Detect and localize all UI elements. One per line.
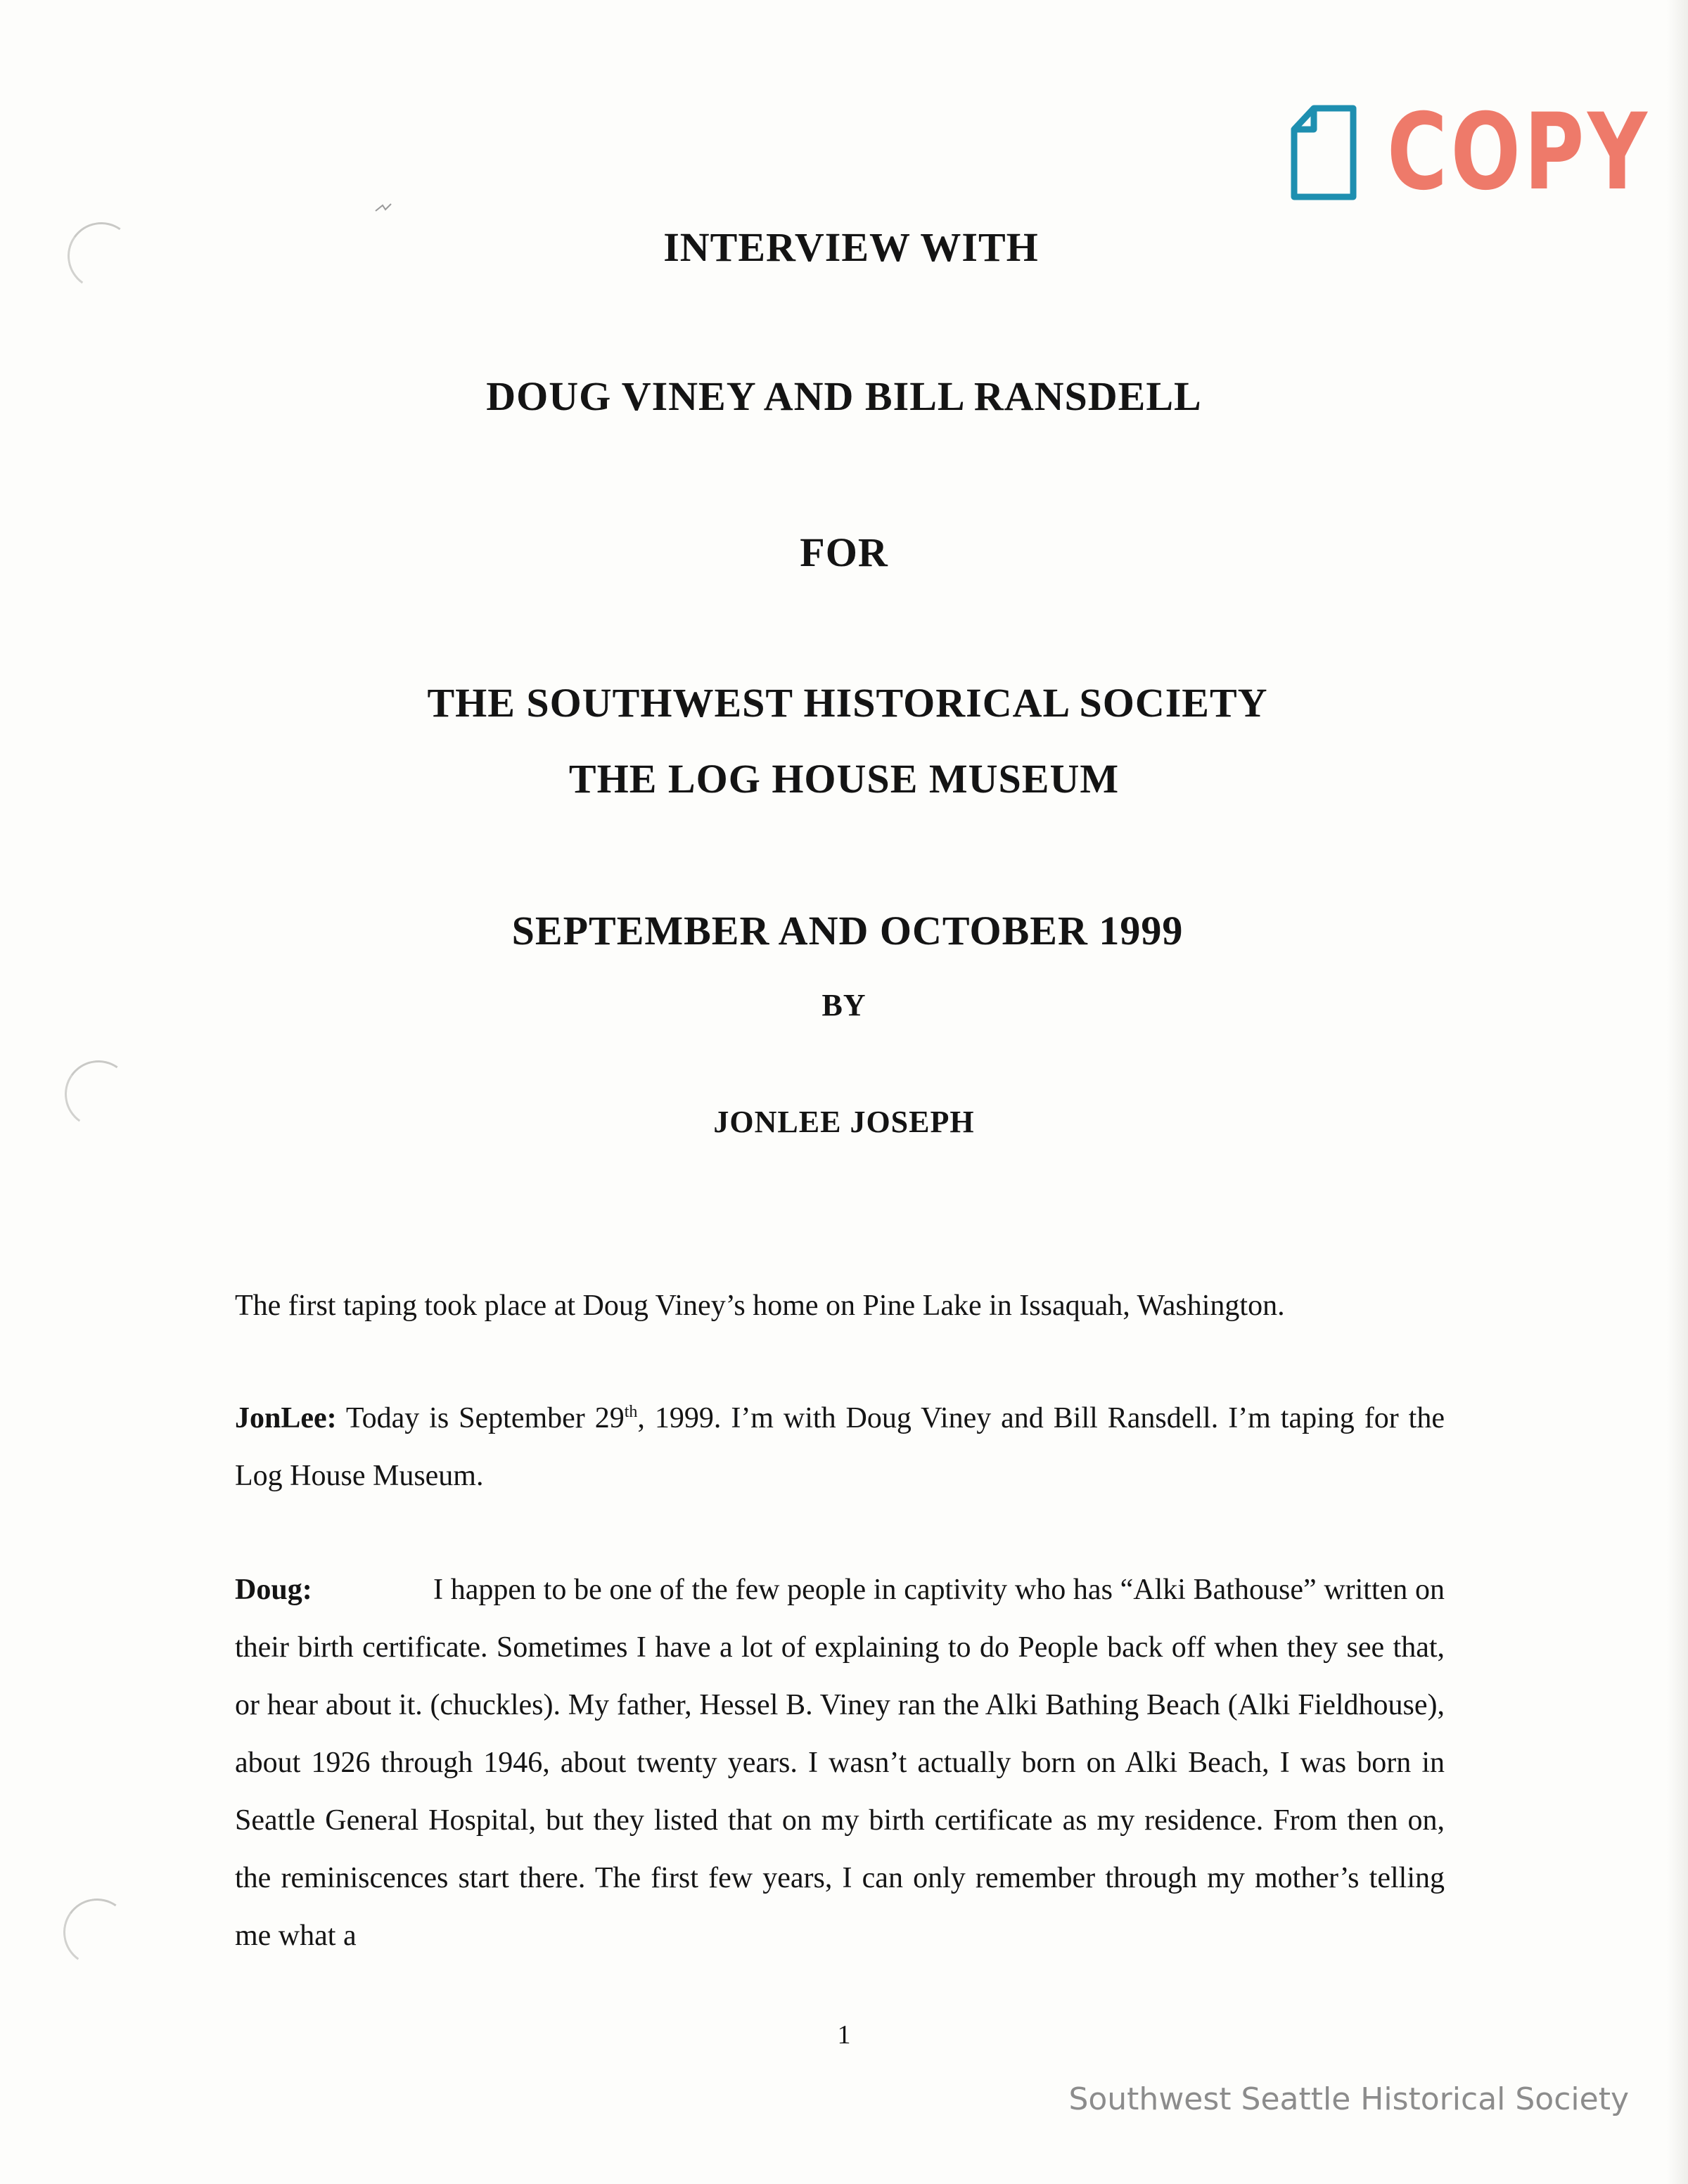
title-society: THE SOUTHWEST HISTORICAL SOCIETY [427, 680, 1268, 726]
doug-paragraph [235, 1561, 1445, 1965]
title-interviewees: DOUG VINEY AND BILL RANSDELL [486, 373, 1202, 419]
title-by: BY [821, 988, 867, 1022]
title-date: SEPTEMBER AND OCTOBER 1999 [511, 908, 1184, 953]
jonlee-text: Today is September 29 [345, 1402, 625, 1434]
ordinal-suffix: th [624, 1403, 638, 1421]
doug-text: I happen to be one of the few people in captivity who has “Alki Bathouse” written on their birth certificate. Sometimes I have a lot of explaining to do People back off when they see that, or hear about it. (chuckles). My father, Hessel B. Viney ran the Alki Bathing Beach (Alki Fieldhouse), about 1926 through 1946, about twenty years. I wasn’t actually born on Alki Beach, I was born in Seattle General Hospital, but they listed that on my birth certificate as my residence. From then on, the reminiscences start there. The first few years, I can only remember through my mother’s telling me what a [235, 1574, 1445, 1952]
page-number: 1 [837, 2020, 851, 2050]
document-icon [1289, 104, 1359, 203]
speaker-label: JonLee: [235, 1402, 337, 1434]
jonlee-paragraph [235, 1389, 1445, 1505]
copy-stamp [1289, 91, 1651, 214]
jonlee-text-rest: , 1999. I’m with Doug Viney and Bill Ransdell. I’m taping for the Log House Museum. [235, 1402, 1445, 1492]
title-interview-with: INTERVIEW WITH [663, 224, 1039, 270]
title-author: JONLEE JOSEPH [713, 1105, 975, 1139]
copy-stamp-text: COPY [1387, 91, 1651, 214]
speaker-label: Doug: [235, 1574, 312, 1606]
title-museum: THE LOG HOUSE MUSEUM [568, 756, 1120, 802]
intro-paragraph: The first taping took place at Doug Viney’s home on Pine Lake in Issaquah, Washington. [235, 1290, 1285, 1322]
watermark: Southwest Seattle Historical Society [1068, 2081, 1629, 2117]
page-edge [1667, 0, 1688, 2184]
stray-mark [373, 200, 394, 215]
punch-hole [58, 1893, 136, 1971]
title-for: FOR [800, 529, 888, 575]
